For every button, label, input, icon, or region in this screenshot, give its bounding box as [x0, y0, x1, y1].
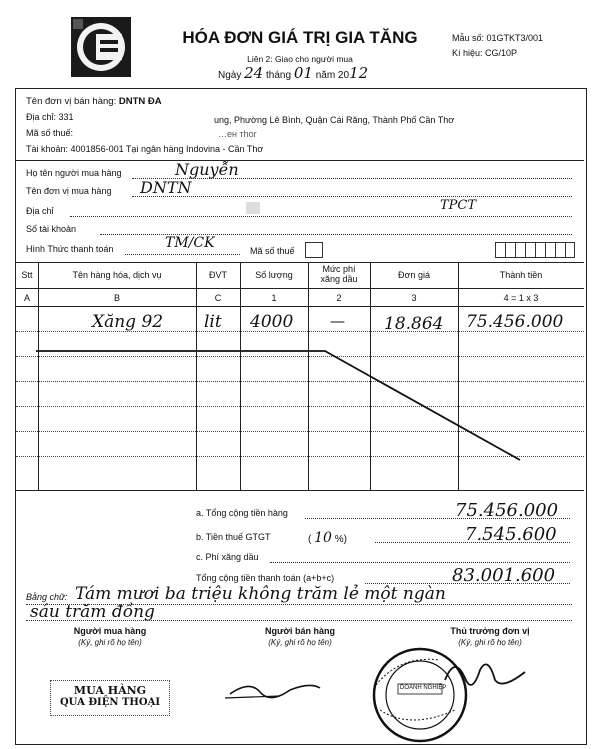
vat-rate: [308, 530, 347, 546]
buyer-unit-label: Tên đơn vị mua hàng: [26, 186, 112, 196]
total-label: Tổng cộng tiền thanh toán (a+b+c): [196, 573, 335, 583]
phone-order-stamp: [50, 680, 170, 716]
th-fee: Mức phí xăng dầu: [320, 264, 358, 284]
item-unit: lit: [204, 312, 222, 332]
fee-dots: [270, 562, 570, 563]
seller-tax-code: …ен тhor: [218, 129, 257, 139]
vat-value: 7.545.600: [465, 524, 557, 545]
idx-3: 3: [411, 293, 417, 303]
subtotal-label: a. Tổng cộng tiền hàng: [196, 508, 288, 518]
idx-formula: 4 = 1 x 3: [503, 293, 539, 303]
date-year: 12: [349, 64, 369, 82]
date-month-label: tháng: [266, 70, 292, 81]
vat-rate-prefix: (: [308, 534, 312, 545]
stamp-line-1: MUA HÀNG: [73, 684, 147, 697]
seller-account-label: Tài khoản:: [26, 144, 69, 154]
buyer-account-label: Số tài khoản: [26, 224, 77, 234]
seller-signature: [220, 660, 340, 705]
item-fee: —: [330, 312, 345, 330]
invoice-title: HÓA ĐƠN GIÁ TRỊ GIA TĂNG: [182, 28, 418, 47]
th-unit: ĐVT: [209, 270, 227, 280]
form-number: Mẫu số: 01GTKT3/001: [452, 33, 544, 43]
copy-note: Liên 2: Giao cho người mua: [247, 54, 353, 64]
buyer-signature-title: Người mua hàng: [73, 626, 147, 636]
buyer-address-fragment: TPCT: [440, 198, 477, 213]
idx-c: C: [214, 293, 222, 303]
head-signature-hint: (Ký, ghi rõ họ tên): [458, 638, 522, 647]
buyer-unit: DNTN: [140, 178, 192, 197]
seller-account-value: 4001856-001 Tại ngân hàng Indovina - Cần Thơ: [70, 144, 264, 154]
seller-signature-title: Người bán hàng: [265, 626, 335, 636]
subtotal-value: 75.456.000: [455, 500, 559, 521]
stamp-line-2: QUA ĐIỆN THOẠI: [59, 697, 161, 708]
seller-address-label: Địa chỉ: 331: [26, 112, 74, 122]
amount-in-words-label: Bằng chữ:: [26, 592, 68, 602]
vat-rate-value: 10: [314, 530, 332, 546]
th-name: Tên hàng hóa, dịch vụ: [72, 270, 162, 280]
date-month: 01: [293, 64, 313, 82]
th-amount: Thành tiền: [499, 270, 543, 280]
buyer-signature-hint: (Ký, ghi rõ họ tên): [78, 638, 142, 647]
seal-text: DOANH NGHIỆP: [400, 685, 447, 691]
serial-number: Kí hiệu: CG/10P: [452, 48, 518, 58]
date-day: 24: [244, 64, 264, 82]
payment-label: Hình Thức thanh toán: [26, 244, 114, 254]
date-year-label: năm 20: [315, 70, 350, 81]
seller-address: ung, Phường Lê Bình, Quận Cái Răng, Thành Phố Cần Thơ: [214, 115, 455, 125]
amount-in-words-line1: Tám mươi ba triệu không trăm lẻ một ngàn: [75, 584, 446, 604]
buyer-address-label: Địa chỉ: [26, 206, 54, 216]
seller-name-label: Tên đơn vị bán hàng:: [26, 96, 117, 107]
idx-a: A: [23, 293, 30, 303]
idx-1: 1: [271, 293, 277, 303]
item-amount: 75.456.000: [466, 312, 564, 332]
vat-rate-suffix: %): [334, 534, 347, 545]
seller-tax-label: Mã số thuế:: [26, 128, 74, 138]
th-price: Đơn giá: [398, 270, 430, 280]
fee-label: c. Phí xăng dầu: [196, 552, 259, 562]
head-signature: [440, 650, 530, 700]
buyer-name-label: Họ tên người mua hàng: [26, 168, 122, 178]
vat-label: b. Tiền thuế GTGT: [196, 532, 271, 542]
th-quantity: Số lượng: [255, 270, 293, 280]
amount-in-words-line2: sáu trăm đồng: [30, 602, 155, 622]
total-value: 83.001.600: [452, 565, 556, 586]
head-signature-title: Thủ trưởng đơn vị: [450, 626, 530, 636]
payment-method: TM/CK: [165, 235, 215, 251]
buyer-tax-label: Mã số thuế: [250, 246, 295, 256]
item-quantity: 4000: [250, 312, 294, 332]
seller-signature-hint: (Ký, ghi rõ họ tên): [268, 638, 332, 647]
idx-2: 2: [336, 293, 342, 303]
seller-name-value: DNTN ĐA: [118, 96, 162, 107]
date-prefix: Ngày: [218, 70, 242, 81]
item-name: Xăng 92: [92, 312, 164, 332]
th-stt: Stt: [21, 270, 33, 280]
buyer-name: Nguyễn: [175, 160, 239, 179]
item-price: 18.864: [384, 314, 444, 334]
idx-b: B: [113, 293, 120, 303]
words-dots-2: [26, 620, 572, 621]
